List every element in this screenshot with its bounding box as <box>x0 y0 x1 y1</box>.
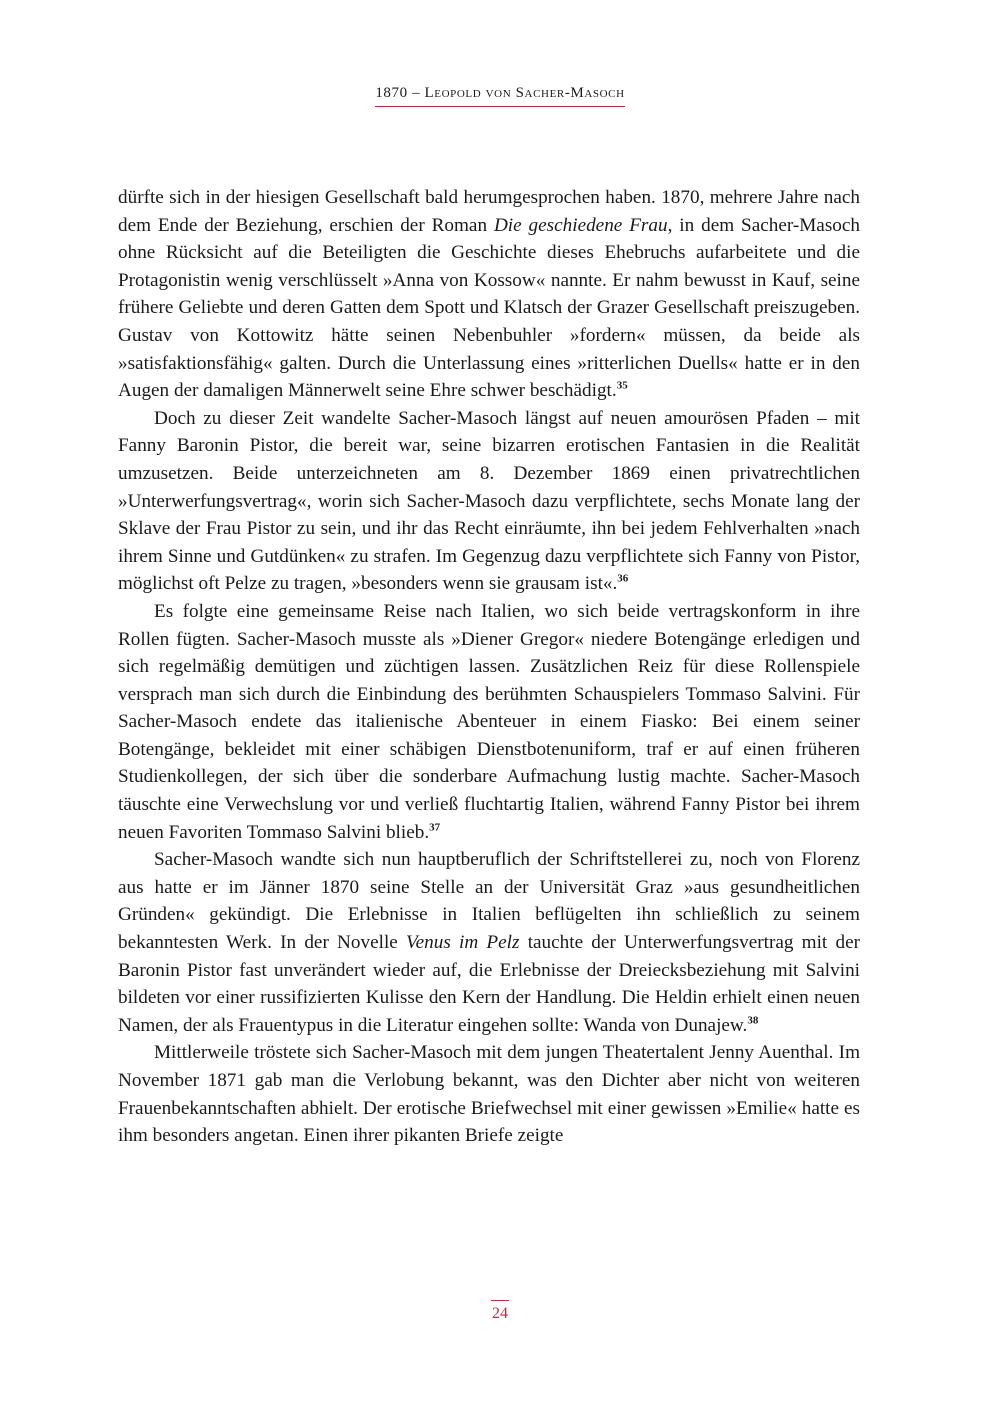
paragraph <box>118 184 860 405</box>
book-title: Venus im Pelz <box>406 932 520 954</box>
paragraph <box>118 846 860 1039</box>
text-run: , in dem Sacher-Masoch ohne Rücksicht auf die Beteiligten die Geschichte dieses Ehebruchs aufarbeitete und die Protagonistin wenig verschlüsselt »Anna von Kossow« nannte. Er nahm bewusst in Kauf, seine frühere Geliebte und deren Gatten dem Spott und Klatsch der Grazer Gesellschaft preiszugeben. Gustav von Kottowitz hätte seinen Nebenbuhler »fordern« müssen, da beide als »satisfaktionsfähig« galten. Durch die Unterlassung eines »ritterlichen Duells« hatte er in den Augen der damaligen Männerwelt seine Ehre schwer beschädigt. <box>118 214 860 402</box>
body-text <box>118 184 860 1150</box>
paragraph <box>118 405 860 598</box>
text-run: Es folgte eine gemeinsame Reise nach Italien, wo sich beide vertragskonform in ihre Rollen fügten. Sacher-Masoch musste als »Diener Gregor« niedere Botengänge erledigen und sich regelmäßig demütigen und züchtigen lassen. Zusätzlichen Reiz für diese Rollenspiele versprach man sich durch die Einbindung des berühmten Schauspielers Tommaso Salvini. Für Sacher-Masoch endete das italienische Abenteuer in einem Fiasko: Bei einem seiner Botengänge, bekleidet mit einer schäbigen Dienstbotenuniform, traf er auf einen früheren Studienkollegen, der sich über die sonderbare Aufmachung lustig machte. Sacher-Masoch täuschte eine Verwechslung vor und verließ fluchtartig Italien, während Fanny Pistor bei ihrem neuen Favoriten Tommaso Salvini blieb. <box>118 600 860 843</box>
text-run: tauchte der Unterwerfungsvertrag mit der Baronin Pistor fast unverändert wieder auf, die Erlebnisse der Dreiecksbeziehung mit Salvini bildeten vor einer russifizierten Kulisse den Kern der Handlung. Die Heldin erhielt einen neuen Namen, der als Frauentypus in die Literatur eingehen sollte: Wanda von Dunajew. <box>118 932 860 1036</box>
running-head-title: 1870 – Leopold von Sacher-Masoch <box>375 85 624 107</box>
footnote-marker: 36 <box>617 572 629 585</box>
folio-rule <box>491 1300 509 1301</box>
running-head <box>0 84 1000 107</box>
paragraph <box>118 1039 860 1149</box>
text-run: dürfte sich in der hiesigen Gesellschaft bald herumgesprochen haben. 1870, mehrere Jahre nach dem Ende der Beziehung, erschien der Roman <box>118 187 860 236</box>
page-folio <box>0 1300 1000 1323</box>
text-run: Sacher-Masoch wandte sich nun hauptberuflich der Schriftstellerei zu, noch von Florenz aus hatte er im Jänner 1870 seine Stelle an der Universität Graz »aus gesundheitlichen Gründen« gekündigt. Die Erlebnisse in Italien beflügelten ihn schließlich zu seinem bekanntesten Werk. In der Novelle <box>118 849 860 954</box>
book-title: Die geschiedene Frau <box>493 214 668 236</box>
footnote-marker: 38 <box>747 1014 759 1027</box>
page-number: 24 <box>492 1305 508 1322</box>
paragraph <box>118 598 860 846</box>
footnote-marker: 37 <box>429 821 441 834</box>
footnote-marker: 35 <box>616 379 628 392</box>
text-run: Doch zu dieser Zeit wandelte Sacher-Masoch längst auf neuen amourösen Pfaden – mit Fanny Baronin Pistor, die bereit war, seine bizarren erotischen Fantasien in die Realität umzusetzen. Beide unterzeichneten am 8. Dezember 1869 einen privatrechtlichen »Unterwerfungsvertrag«, worin sich Sacher-Masoch dazu verpflichtete, sechs Monate lang der Sklave der Frau Pistor zu sein, und ihr das Recht einräumte, ihn bei jedem Fehlverhalten »nach ihrem Sinne und Gutdünken« zu strafen. Im Gegenzug dazu verpflichtete sich Fanny von Pistor, möglichst oft Pelze zu tragen, »besonders wenn sie grausam ist«. <box>118 407 860 595</box>
text-run: Mittlerweile tröstete sich Sacher-Masoch mit dem jungen Theatertalent Jenny Auenthal. Im November 1871 gab man die Verlobung bekannt, was den Dichter aber nicht von weiteren Frauenbekanntschaften abhielt. Der erotische Briefwechsel mit einer gewissen »Emilie« hatte es ihm besonders angetan. Einen ihrer pikanten Briefe zeigte <box>118 1042 860 1147</box>
